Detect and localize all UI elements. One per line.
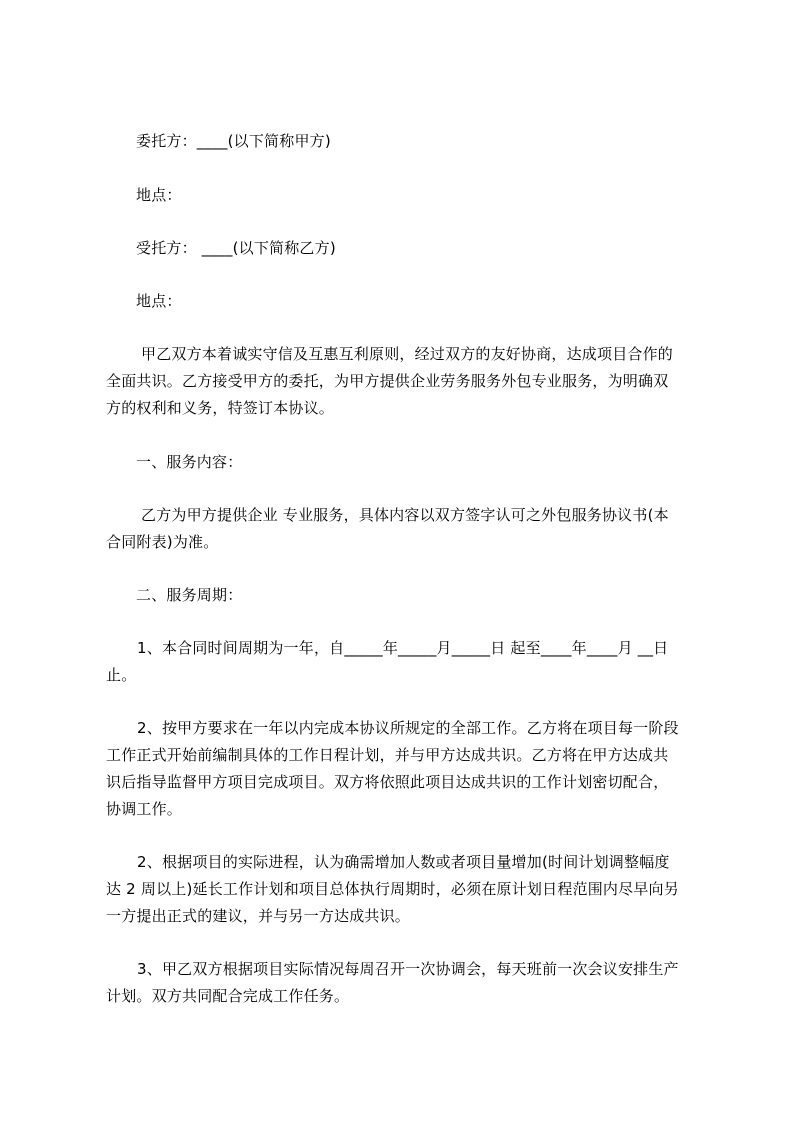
section2-item2-line-2: 工作正式开始前编制具体的工作日程计划，并与甲方达成共识。乙方将在甲方达成共 xyxy=(106,746,669,764)
section2-heading: 二、服务周期： xyxy=(136,586,243,604)
section2-item2-line-4: 协调工作。 xyxy=(106,800,183,818)
preamble-line-3: 方的权利和义务，特签订本协议。 xyxy=(106,399,335,417)
section2-item4-line-2: 计划。双方共同配合完成工作任务。 xyxy=(106,987,350,1005)
section2-item3-line-2: 达 2 周以上)延长工作计划和项目总体执行周期时，必须在原计划日程范围内尽早向另 xyxy=(106,880,679,898)
client-line: 委托方：____(以下简称甲方) xyxy=(136,132,331,150)
section1-heading: 一、服务内容： xyxy=(136,453,243,471)
contractor-address-line: 地点： xyxy=(136,292,182,310)
preamble-line-2: 全面共识。乙方接受甲方的委托，为甲方提供企业劳务服务外包专业服务，为明确双 xyxy=(106,372,669,390)
section2-item1-line-1: 1、本合同时间周期为一年，自_____年_____月_____日 起至____年____月 __日 xyxy=(137,639,669,657)
client-address-line: 地点： xyxy=(136,186,182,204)
section2-item2-line-1: 2、按甲方要求在一年以内完成本协议所规定的全部工作。乙方将在项目每一阶段 xyxy=(137,719,679,737)
section2-item3-line-3: 一方提出正式的建议，并与另一方达成共识。 xyxy=(106,907,411,925)
section2-item4-line-1: 3、甲乙双方根据项目实际情况每周召开一次协调会，每天班前一次会议安排生产 xyxy=(137,960,679,978)
section2-item1-line-2: 止。 xyxy=(106,666,137,684)
preamble-line-1: 甲乙双方本着诚实守信及互惠互利原则，经过双方的友好协商，达成项目合作的 xyxy=(141,345,674,363)
section1-line-1: 乙方为甲方提供企业 专业服务，具体内容以双方签字认可之外包服务协议书(本 xyxy=(141,506,669,524)
section2-item3-line-1: 2、根据项目的实际进程，认为确需增加人数或者项目量增加(时间计划调整幅度 xyxy=(137,853,670,871)
contractor-line: 受托方： ____(以下简称乙方) xyxy=(136,239,336,257)
section1-line-2: 合同附表)为准。 xyxy=(106,533,219,551)
section2-item2-line-3: 识后指导监督甲方项目完成项目。双方将依照此项目达成共识的工作计划密切配合， xyxy=(106,773,669,791)
